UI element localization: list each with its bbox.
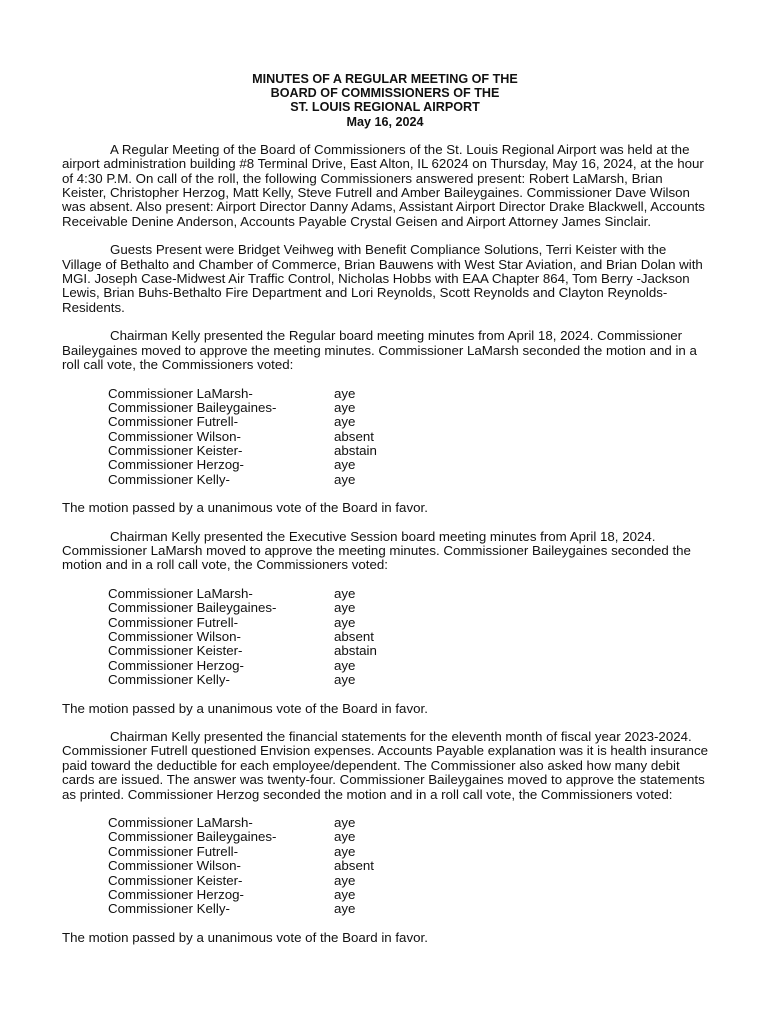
vote-row [108,616,708,630]
motion-section [62,530,708,716]
motion-text: Chairman Kelly presented the Executive Session board meeting minutes from April 18, 2024. Commissioner LaMarsh moved to approve the meeting minutes. Commissioner Baileygaines seconded the motion and in a roll call vote, the Commissioners voted: [62,528,691,573]
vote-row [108,387,708,401]
vote-row [108,601,708,615]
commissioner-name: Commissioner Keister- [108,443,243,459]
vote-row [108,430,708,444]
roll-call-vote [108,816,708,917]
vote-row [108,888,708,902]
commissioner-name: Commissioner Herzog- [108,457,244,473]
roll-call-vote [108,587,708,688]
vote-value: aye [334,672,356,688]
commissioner-name: Commissioner Wilson- [108,428,241,444]
vote-value: abstain [334,643,377,659]
commissioner-name: Commissioner Wilson- [108,858,241,874]
vote-row [108,644,708,658]
vote-value: aye [334,385,356,401]
vote-value: aye [334,901,356,917]
vote-value: absent [334,858,374,874]
vote-value: aye [334,600,356,616]
vote-value: aye [334,457,356,473]
vote-row [108,458,708,472]
commissioner-name: Commissioner Futrell- [108,843,239,859]
vote-value: aye [334,657,356,673]
intro-paragraph: A Regular Meeting of the Board of Commissioners of the St. Louis Regional Airport was held at the airport administration building #8 Terminal Drive, East Alton, IL 62024 on Thursday, May 16, 2024, at the hour of 4:30 P.M. On call of the roll, the following Commissioners answered present: Robert LaMarsh, Brian Keister, Christopher Herzog, Matt Kelly, Steve Futrell and Amber Baileygaines. Commissioner Dave Wilson was absent. Also present: Airport Director Danny Adams, Assistant Airport Director Drake Blackwell, Accounts Receivable Denine Anderson, Accounts Payable Crystal Geisen and Airport Attorney James Sinclair. [62,141,705,229]
motion-text: Chairman Kelly presented the Regular board meeting minutes from April 18, 2024. Commissioner Baileygaines moved to approve the meeting minutes. Commissioner LaMarsh seconded the motion and in a roll call vote, the Commissioners voted: [62,328,697,373]
motion-result: The motion passed by a unanimous vote of the Board in favor. [62,929,428,945]
vote-value: aye [334,585,356,601]
vote-row [108,673,708,687]
vote-value: abstain [334,443,377,459]
vote-row [108,415,708,429]
vote-value: aye [334,886,356,902]
vote-row [108,473,708,487]
commissioner-name: Commissioner Baileygaines- [108,829,277,845]
commissioner-name: Commissioner Herzog- [108,886,244,902]
vote-row [108,845,708,859]
vote-row [108,859,708,873]
vote-value: aye [334,815,356,831]
commissioner-name: Commissioner Herzog- [108,657,244,673]
commissioner-name: Commissioner Wilson- [108,629,241,645]
commissioner-name: Commissioner Kelly- [108,901,230,917]
commissioner-name: Commissioner Keister- [108,872,243,888]
vote-row [108,830,708,844]
commissioner-name: Commissioner Kelly- [108,672,230,688]
vote-value: aye [334,829,356,845]
title-line: MINUTES OF A REGULAR MEETING OF THE [252,72,518,86]
vote-row [108,401,708,415]
vote-value: aye [334,614,356,630]
vote-row [108,902,708,916]
motion-text: Chairman Kelly presented the financial statements for the eleventh month of fiscal year 2023-2024. Commissioner Futrell questioned Envision expenses. Accounts Payable explanation was it is health insurance paid toward the deductible for each employee/dependent. The Commissioner also asked how many debit cards are issued. The answer was twenty-four. Commissioner Baileygaines moved to approve the statements as printed. Commissioner Herzog seconded the motion and in a roll call vote, the Commissioners voted: [62,729,708,802]
vote-row [108,587,708,601]
commissioner-name: Commissioner Futrell- [108,414,239,430]
guests-paragraph: Guests Present were Bridget Veihweg with Benefit Compliance Solutions, Terri Keister with the Village of Bethalto and Chamber of Commerce, Brian Bauwens with West Star Aviation, and Brian Dolan with MGI. Joseph Case-Midwest Air Traffic Control, Nicholas Hobbs with EAA Chapter 864, Tom Berry -Jackson Lewis, Brian Buhs-Bethalto Fire Department and Lori Reynolds, Scott Reynolds and Clayton Reynolds-Residents. [62,242,703,315]
vote-value: aye [334,471,356,487]
commissioner-name: Commissioner Baileygaines- [108,399,277,415]
vote-value: aye [334,843,356,859]
vote-row [108,444,708,458]
commissioner-name: Commissioner LaMarsh- [108,815,253,831]
vote-row [108,874,708,888]
vote-value: aye [334,872,356,888]
title-line: ST. LOUIS REGIONAL AIRPORT [290,100,480,115]
motion-result: The motion passed by a unanimous vote of the Board in favor. [62,500,428,516]
vote-row [108,816,708,830]
title-line: BOARD OF COMMISSIONERS OF THE [270,86,500,101]
commissioner-name: Commissioner Kelly- [108,471,230,487]
motion-result: The motion passed by a unanimous vote of the Board in favor. [62,700,428,716]
vote-value: aye [334,399,356,415]
vote-row [108,659,708,673]
vote-value: absent [334,629,374,645]
motion-section [62,730,708,945]
motion-section [62,329,708,515]
commissioner-name: Commissioner LaMarsh- [108,385,253,401]
document-title [62,72,708,129]
vote-value: absent [334,428,374,444]
vote-row [108,630,708,644]
commissioner-name: Commissioner Futrell- [108,614,239,630]
roll-call-vote [108,387,708,488]
vote-value: aye [334,414,356,430]
commissioner-name: Commissioner LaMarsh- [108,585,253,601]
commissioner-name: Commissioner Baileygaines- [108,600,277,616]
meeting-date: May 16, 2024 [346,114,424,129]
commissioner-name: Commissioner Keister- [108,643,243,659]
